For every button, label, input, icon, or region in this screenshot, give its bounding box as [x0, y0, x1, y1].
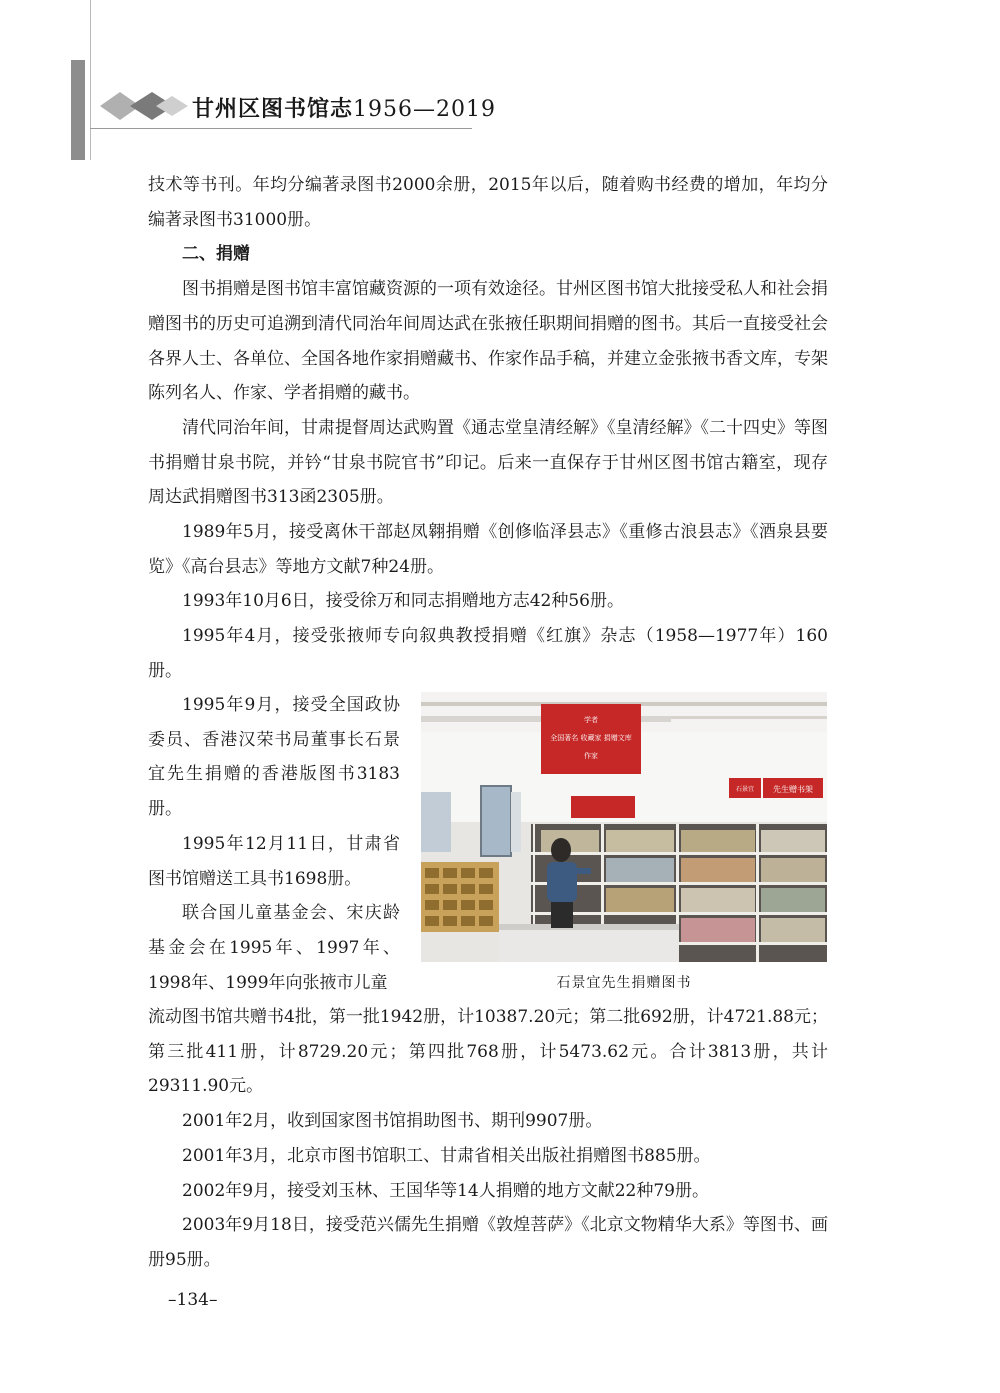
- paragraph: 2002年9月，接受刘玉林、王国华等14人捐赠的地方文献22种79册。: [182, 1180, 709, 1201]
- main-text-column: [148, 168, 828, 689]
- sign-text: 学者: [584, 716, 598, 724]
- paragraph: 清代同治年间，甘肃提督周达武购置《通志堂皇清经解》《皇清经解》《二十四史》等图书捐赠甘泉书院，并钤“甘泉书院官书”印记。后来一直保存于甘州区图书馆古籍室，现存周达武捐赠图书313函2305册。: [148, 417, 828, 508]
- paragraph: 1989年5月，接受离休干部赵凤翱捐赠《创修临泽县志》《重修古浪县志》《酒泉县要览》《高台县志》等地方文献7种24册。: [148, 522, 828, 577]
- side-text-column: [148, 688, 400, 1000]
- sign-text: 作家: [584, 752, 598, 760]
- paragraph: 1995年12月11日，甘肃省图书馆赠送工具书1698册。: [148, 833, 400, 889]
- paragraph: 2001年2月，收到国家图书馆捐助图书、期刊9907册。: [182, 1111, 603, 1132]
- header-rule: [90, 128, 472, 129]
- paragraph: 图书捐赠是图书馆丰富馆藏资源的一项有效途径。甘州区图书馆大批接受私人和社会捐赠图书的历史可追溯到清代同治年间周达武在张掖任职期间捐赠的图书。其后一直接受社会各界人士、各单位、全国各地作家捐赠藏书、作家作品手稿，并建立金张掖书香文库，专架陈列名人、作家、学者捐赠的藏书。: [148, 279, 828, 404]
- book-title: 甘州区图书馆志: [192, 96, 354, 122]
- library-photo: [421, 692, 827, 962]
- header-vertical-rule: [90, 0, 91, 160]
- paragraph: 1995年9月，接受全国政协委员、香港汉荣书局董事长石景宜先生捐赠的香港版图书3183册。: [148, 695, 400, 820]
- paragraph: 流动图书馆共赠书4批，第一批1942册，计10387.20元；第二批692册，计4721.88元；第三批411册，计8729.20元；第四批768册，计5473.62元。合计3813册，共计29311.90元。: [148, 1007, 828, 1097]
- section-heading: 二、捐赠: [182, 244, 250, 265]
- bottom-text-column: [148, 1000, 828, 1278]
- paragraph: 联合国儿童基金会、宋庆龄基金会在1995年、1997年、1998年、1999年向张掖市儿童: [148, 903, 400, 993]
- paragraph: 2001年3月，北京市图书馆职工、甘肃省相关出版社捐赠图书885册。: [182, 1145, 711, 1166]
- sign-text: 全国著名 收藏家 捐赠文库: [550, 734, 632, 742]
- paragraph: 2003年9月18日，接受范兴儒先生捐赠《敦煌菩萨》《北京文物精华大系》等图书、画册95册。: [148, 1215, 828, 1270]
- sign-text: 石景宜: [735, 786, 755, 793]
- photo-caption: 石景宜先生捐赠图书: [556, 975, 692, 991]
- paragraph: 1993年10月6日，接受徐万和同志捐赠地方志42种56册。: [182, 591, 624, 612]
- header-gray-bar: [71, 60, 85, 160]
- paragraph: 1995年4月，接受张掖师专向叙典教授捐赠《红旗》杂志（1958—1977年）160册。: [148, 626, 828, 681]
- paragraph: 技术等书刊。年均分编著录图书2000余册，2015年以后，随着购书经费的增加，年均分编著录图书31000册。: [148, 175, 828, 230]
- header-diamond-ornament: [100, 90, 192, 122]
- sign-text: 先生赠书架: [773, 785, 813, 794]
- running-header: [192, 92, 496, 123]
- page-number: –134–: [168, 1290, 218, 1310]
- book-years: 1956—2019: [353, 97, 496, 122]
